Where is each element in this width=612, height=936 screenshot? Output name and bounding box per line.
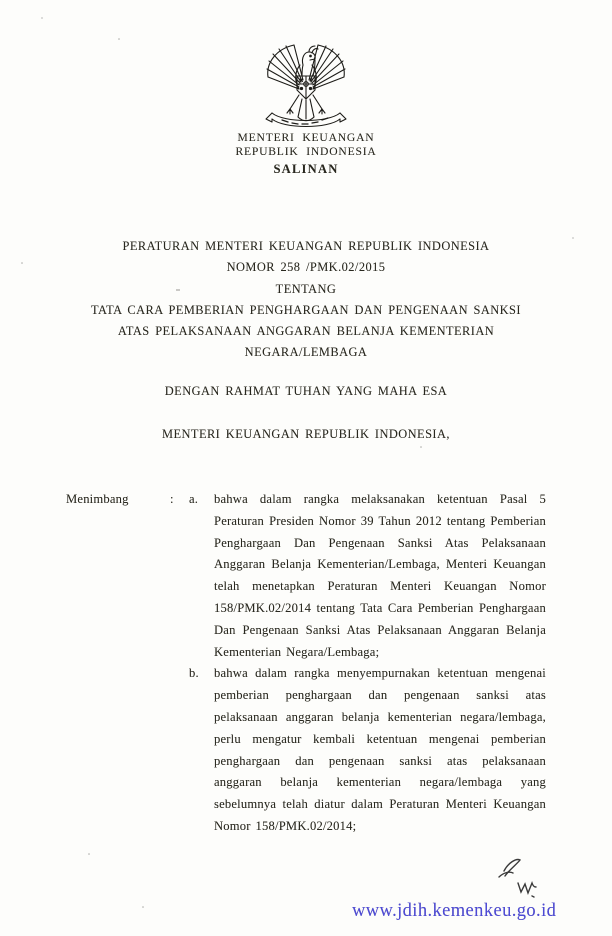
authority-line: MENTERI KEUANGAN REPUBLIK INDONESIA,: [162, 427, 450, 441]
consideration-item-a: [189, 489, 548, 663]
ministry-name: MENTERI KEUANGAN: [237, 131, 375, 144]
item-letter: a.: [189, 492, 199, 506]
website-url[interactable]: www.jdih.kemenkeu.go.id: [352, 901, 557, 921]
item-text: bahwa dalam rangka menyempurnakan ketentuan mengenai pemberian penghargaan dan pengenaan sanksi atas pelaksanaan anggaran belanja kementerian negara/lembaga, perlu mengatur kembali ketentuan mengenai pemberian penghargaan dan pengenaan sanksi atas pelaksanaan anggaran belanja kementerian negara/lembaga yang sebelumnya telah diatur dalam Peraturan Menteri Keuangan Nomor 158/PMK.02/2014;: [214, 666, 546, 833]
copy-stamp: SALINAN: [273, 162, 339, 176]
scan-speck: [88, 853, 90, 855]
scan-speck: [142, 906, 144, 908]
scan-speck: [118, 38, 120, 40]
considerations-items: [189, 489, 548, 838]
regulation-title: [30, 236, 582, 364]
scan-speck: [41, 17, 43, 19]
title-line-tentang: TENTANG: [275, 281, 337, 296]
considerations-section: [66, 489, 548, 838]
item-text: bahwa dalam rangka melaksanakan ketentuan Pasal 5 Peraturan Presiden Nomor 39 Tahun 2012 tentang Pemberian Penghargaan Dan Pengenaan Sanksi Atas Pelaksanaan Anggaran Belanja Kementerian/Lembaga, Menteri Keuangan telah menetapkan Peraturan Menteri Keuangan Nomor 158/PMK.02/2014 tentang Tata Cara Pemberian Penghargaan Dan Pengenaan Sanksi Atas Pelaksanaan Anggaran Belanja Kementerian Negara/Lembaga;: [214, 492, 546, 659]
title-line-subject-3: NEGARA/LEMBAGA: [244, 345, 368, 360]
scan-speck: [420, 446, 422, 448]
title-line-subject-2: ATAS PELAKSANAAN ANGGARAN BELANJA KEMENTERIAN: [117, 324, 495, 339]
republic-name: REPUBLIK INDONESIA: [235, 144, 377, 158]
title-line-regulation: PERATURAN MENTERI KEUANGAN REPUBLIK INDONESIA: [122, 239, 490, 253]
considerations-label: Menimbang: [66, 492, 129, 506]
consideration-item-b: [189, 663, 548, 837]
title-line-number: NOMOR 258 /PMK.02/2015: [226, 260, 386, 275]
garuda-pancasila-emblem-icon: [263, 43, 349, 133]
scan-speck: [21, 262, 23, 264]
letterhead: [0, 131, 612, 159]
item-letter: b.: [189, 666, 199, 681]
considerations-separator: :: [170, 492, 174, 506]
invocation-line: DENGAN RAHMAT TUHAN YANG MAHA ESA: [164, 384, 448, 398]
scan-dash: [176, 289, 180, 291]
scan-speck: [572, 237, 574, 239]
paraf-initials-icon: [494, 855, 548, 901]
title-line-subject-1: TATA CARA PEMBERIAN PENGHARGAAN DAN PENGENAAN SANKSI: [91, 302, 521, 317]
